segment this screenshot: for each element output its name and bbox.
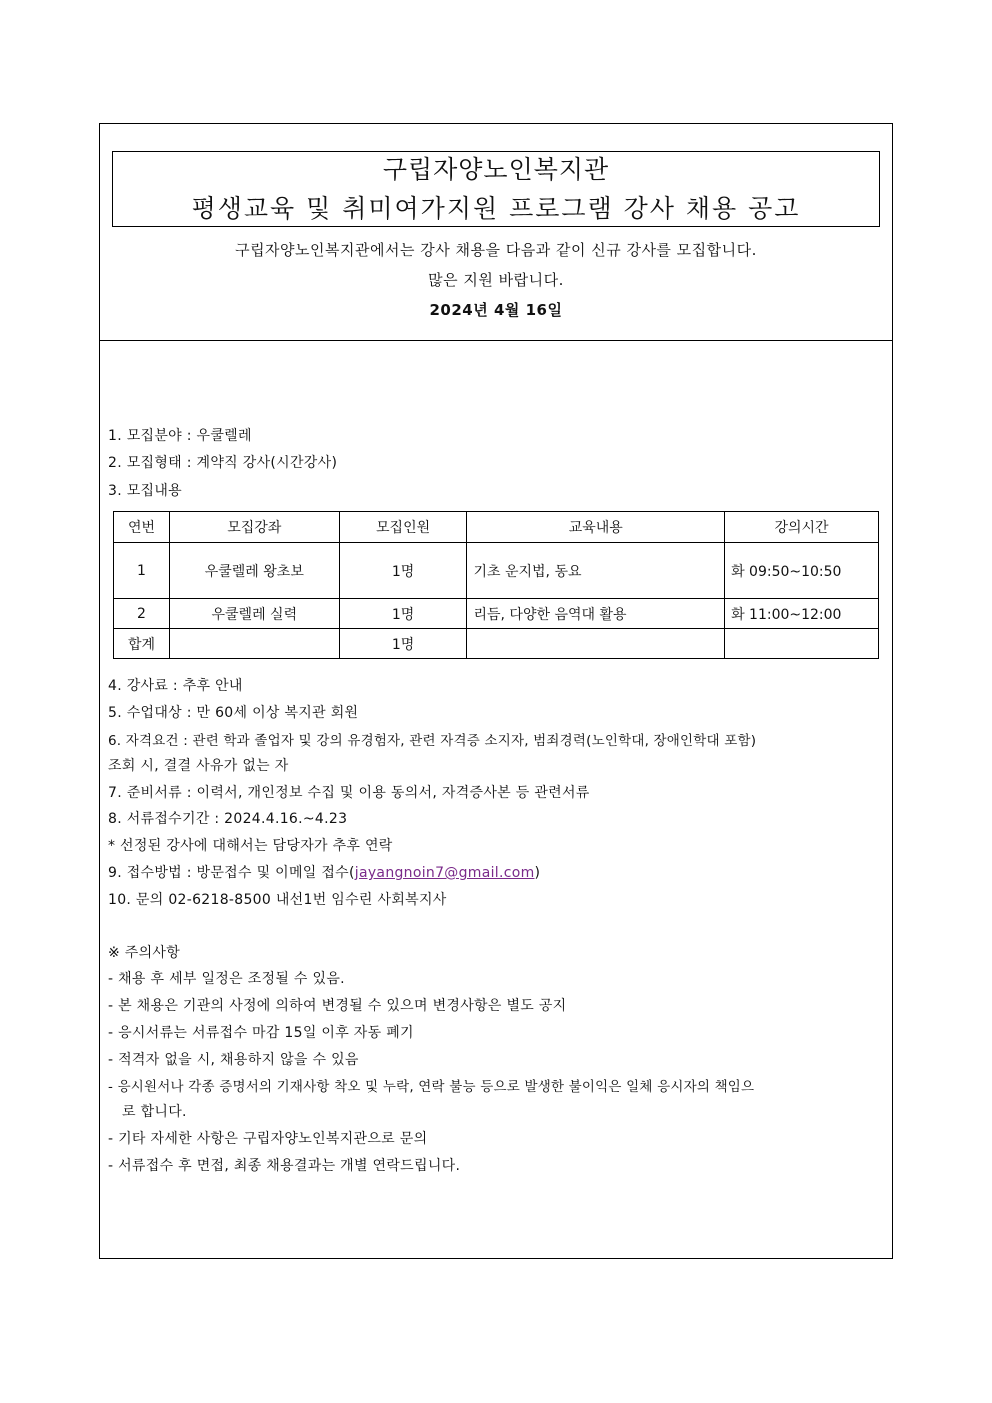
caution-item: - 본 채용은 기관의 사정에 의하여 변경될 수 있으며 변경사항은 별도 공지	[108, 998, 567, 1014]
col-header-course: 모집강좌	[169, 512, 339, 543]
title-box	[112, 151, 880, 227]
cell-total-label: 합계	[114, 629, 170, 659]
cell-total-count: 1명	[339, 629, 467, 659]
item-qualification-cont: 조회 시, 결결 사유가 없는 자	[108, 758, 289, 774]
table-row	[114, 599, 879, 629]
table-row	[114, 543, 879, 599]
method-suffix: )	[534, 865, 541, 881]
item-recruit-field: 1. 모집분야 : 우쿨렐레	[108, 428, 252, 444]
item-recruit-content: 3. 모집내용	[108, 483, 183, 499]
col-header-count: 모집인원	[339, 512, 467, 543]
caution-item: - 응시서류는 서류접수 마감 15일 이후 자동 폐기	[108, 1025, 414, 1041]
col-header-time: 강의시간	[725, 512, 879, 543]
item-note: * 선정된 강사에 대해서는 담당자가 추후 연락	[108, 838, 393, 854]
notice-frame	[99, 123, 893, 1259]
caution-item: - 적격자 없을 시, 채용하지 않을 수 있음	[108, 1052, 359, 1068]
cell-course: 우쿨렐레 왕초보	[169, 543, 339, 599]
caution-item: - 서류접수 후 면접, 최종 채용결과는 개별 연락드립니다.	[108, 1158, 461, 1174]
cell-time: 화 09:50~10:50	[725, 543, 879, 599]
item-contact: 10. 문의 02-6218-8500 내선1번 임수린 사회복지사	[108, 892, 447, 908]
intro-request: 많은 지원 바랍니다.	[428, 271, 564, 289]
cell-count: 1명	[339, 599, 467, 629]
cell-count: 1명	[339, 543, 467, 599]
method-prefix: 9. 접수방법 : 방문접수 및 이메일 접수(	[108, 865, 355, 881]
item-target: 5. 수업대상 : 만 60세 이상 복지관 회원	[108, 705, 359, 721]
item-documents: 7. 준비서류 : 이력서, 개인정보 수집 및 이용 동의서, 자격증사본 등 관련서류	[108, 785, 590, 801]
item-qualification: 6. 자격요건 : 관련 학과 졸업자 및 강의 유경험자, 관련 자격증 소지자, 범죄경력(노인학대, 장애인학대 포함)	[108, 733, 757, 749]
item-fee: 4. 강사료 : 추후 안내	[108, 678, 243, 694]
cell-content: 리듬, 다양한 음역대 활용	[467, 599, 725, 629]
item-period: 8. 서류접수기간 : 2024.4.16.~4.23	[108, 811, 348, 827]
caution-title: ※ 주의사항	[108, 945, 181, 961]
recruit-table	[113, 511, 879, 659]
cell-no: 1	[114, 543, 170, 599]
notice-title: 평생교육 및 취미여가지원 프로그램 강사 채용 공고	[191, 194, 801, 223]
caution-item-cont: 로 합니다.	[122, 1104, 187, 1120]
cell-no: 2	[114, 599, 170, 629]
table-total-row	[114, 629, 879, 659]
col-header-content: 교육내용	[467, 512, 725, 543]
table-header-row	[114, 512, 879, 543]
cell-empty	[467, 629, 725, 659]
notice-header	[100, 124, 892, 341]
email-link[interactable]: jayangnoin7@gmail.com	[354, 865, 535, 881]
caution-item: - 기타 자세한 사항은 구립자양노인복지관으로 문의	[108, 1131, 428, 1147]
cell-empty	[725, 629, 879, 659]
notice-title-org: 구립자양노인복지관	[382, 155, 610, 184]
intro-text: 구립자양노인복지관에서는 강사 채용을 다음과 같이 신규 강사를 모집합니다.	[235, 241, 757, 259]
col-header-no: 연번	[114, 512, 170, 543]
caution-item: - 응시원서나 각종 증명서의 기재사항 착오 및 누락, 연락 불능 등으로 발생한 불이익은 일체 응시자의 책임으	[108, 1079, 755, 1095]
cell-content: 기초 운지법, 동요	[467, 543, 725, 599]
item-recruit-type: 2. 모집형태 : 계약직 강사(시간강사)	[108, 455, 338, 471]
notice-date: 2024년 4월 16일	[429, 301, 563, 319]
item-method	[108, 862, 540, 882]
cell-course: 우쿨렐레 실력	[169, 599, 339, 629]
caution-item: - 채용 후 세부 일정은 조정될 수 있음.	[108, 971, 345, 987]
cell-empty	[169, 629, 339, 659]
cell-time: 화 11:00~12:00	[725, 599, 879, 629]
